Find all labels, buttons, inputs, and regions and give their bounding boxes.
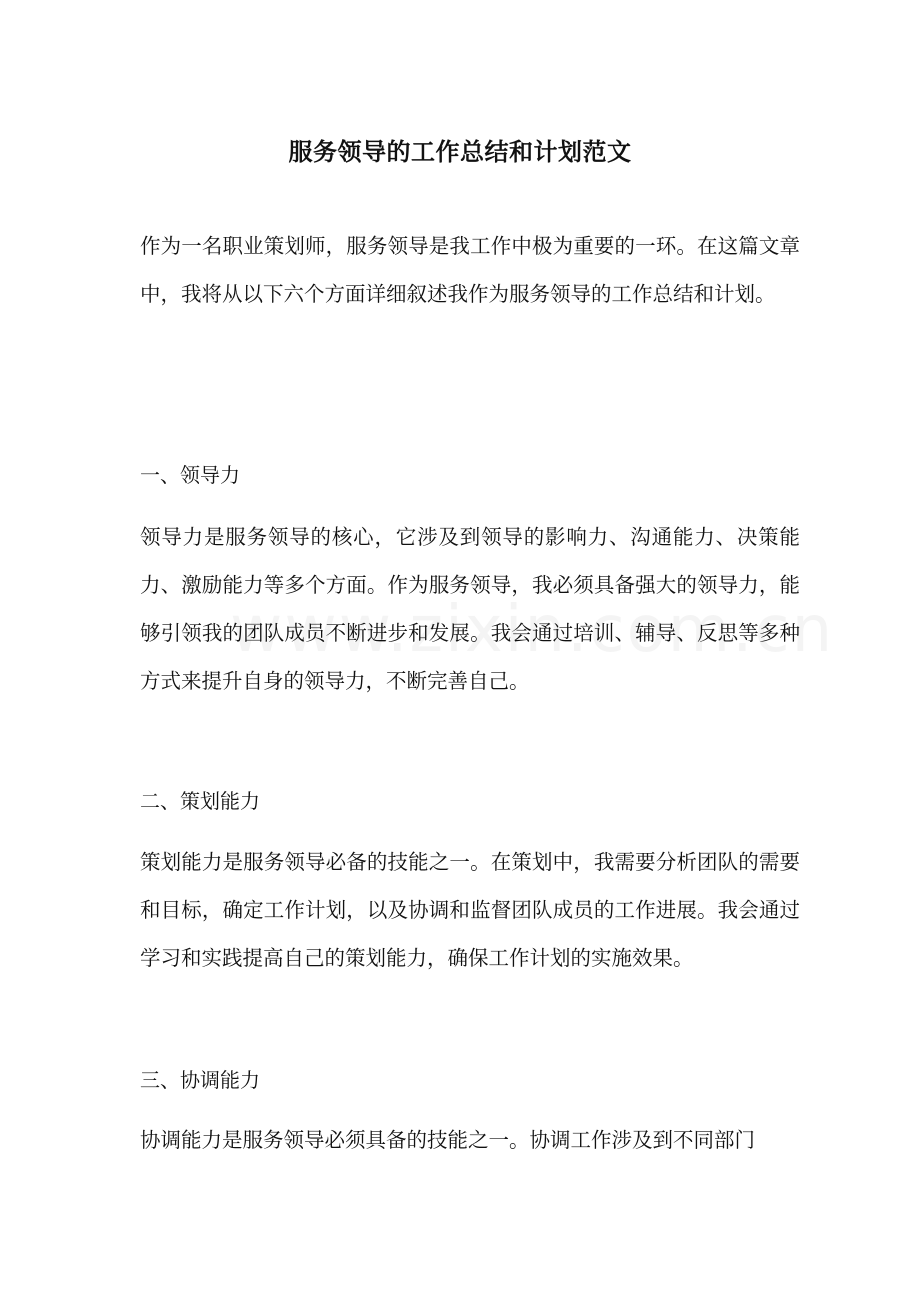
section-heading-coordination: 三、协调能力 bbox=[140, 1068, 260, 1092]
section-body-planning: 策划能力是服务领导必备的技能之一。在策划中，我需要分析团队的需要和目标，确定工作计划，以及协调和监督团队成员的工作进展。我会通过学习和实践提高自己的策划能力，确保工作计划的实施效果。 bbox=[140, 850, 800, 970]
section-heading-planning: 二、策划能力 bbox=[140, 789, 260, 813]
intro-paragraph: 作为一名职业策划师，服务领导是我工作中极为重要的一环。在这篇文章中，我将从以下六个方面详细叙述我作为服务领导的工作总结和计划。 bbox=[140, 234, 800, 306]
section-body-leadership: 领导力是服务领导的核心，它涉及到领导的影响力、沟通能力、决策能力、激励能力等多个方面。作为服务领导，我必须具备强大的领导力，能够引领我的团队成员不断进步和发展。我会通过培训、辅导、反思等多种方式来提升自身的领导力，不断完善自己。 bbox=[140, 525, 800, 693]
document-title: 服务领导的工作总结和计划范文 bbox=[288, 137, 632, 167]
section-body-coordination: 协调能力是服务领导必须具备的技能之一。协调工作涉及到不同部门 bbox=[140, 1128, 755, 1152]
section-heading-leadership: 一、领导力 bbox=[140, 463, 240, 487]
